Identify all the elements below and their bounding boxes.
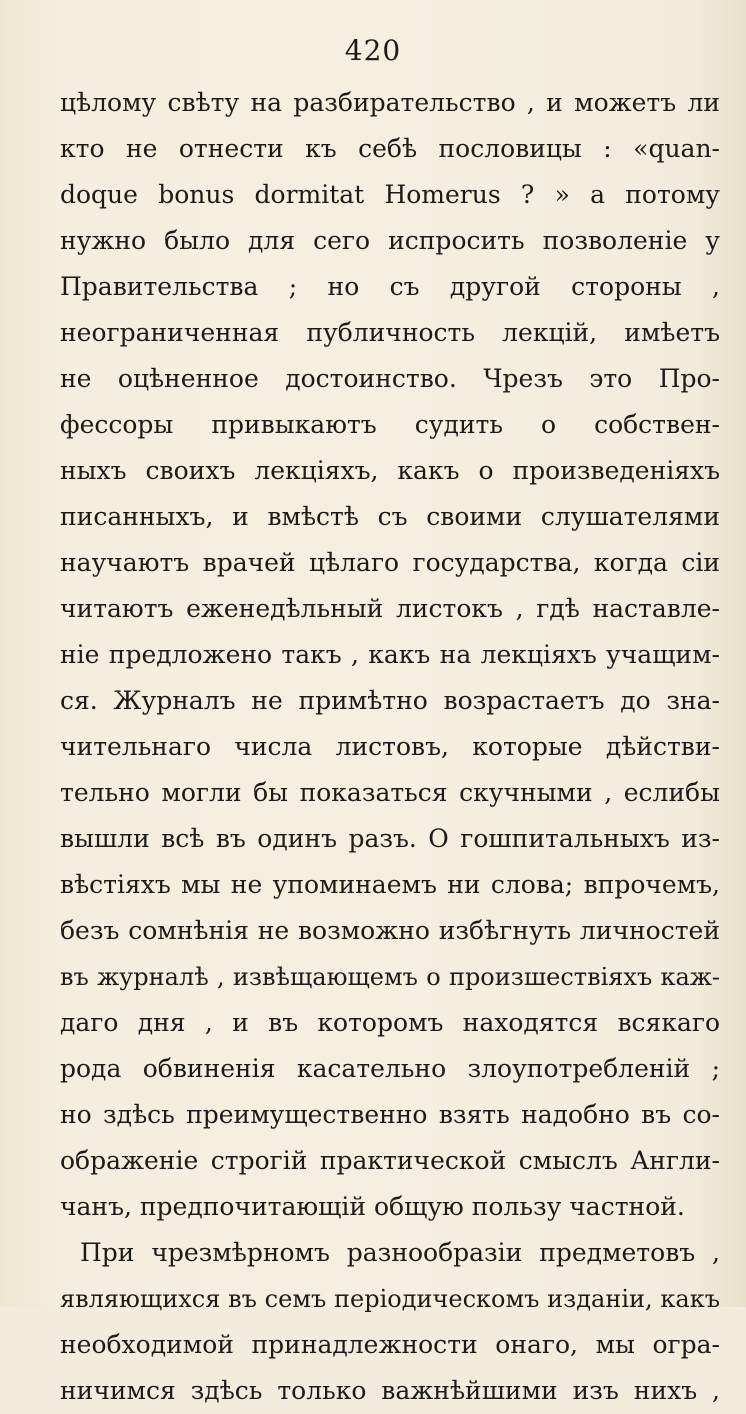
text-line: Правительства ; но съ другой стороны , (60, 272, 720, 301)
text-line: чанъ, предпочитающій общую пользу частной. (60, 1192, 685, 1221)
text-line: тельно могли бы показаться скучными , еслибы (60, 778, 720, 807)
text-line: даго дня , и въ которомъ находятся всякаго (60, 1008, 720, 1037)
text-line: цѣлому свѣту на разбирательство , и можетъ ли (60, 88, 720, 117)
text-line: ныхъ своихъ лекціяхъ, какъ о произведеніяхъ (60, 456, 720, 485)
text-line: ся. Журналъ не примѣтно возрастаетъ до зна- (60, 686, 720, 715)
body-text (60, 80, 720, 1414)
text-line: doque bonus dormitat Homerus ? » а потому (60, 180, 720, 209)
text-line: но здѣсь преимущественно взять надобно въ со- (60, 1100, 720, 1129)
text-line: вѣстіяхъ мы не упоминаемъ ни слова; впрочемъ, (60, 870, 720, 899)
text-line: ніе предложено такъ , какъ на лекціяхъ учащим- (60, 640, 720, 669)
text-line: не оцѣненное достоинство. Чрезъ это Про- (60, 364, 720, 393)
text-line: ображеніе строгій практической смыслъ Англи- (60, 1146, 720, 1175)
text-line: неограниченная публичность лекцій, имѣетъ (60, 318, 720, 347)
text-line: въ журналѣ , извѣщающемъ о произшествіяхъ каж- (60, 963, 720, 991)
text-line: кто не отнести къ себѣ пословицы : «quan- (60, 134, 720, 163)
text-line: фессоры привыкаютъ судить о собствен- (60, 410, 720, 439)
text-line: писанныхъ, и вмѣстѣ съ своими слушателями (60, 502, 720, 531)
text-line: рода обвиненія касательно злоупотребленій ; (60, 1054, 720, 1083)
text-line: чительнаго числа листовъ, которые дѣйстви- (60, 732, 720, 761)
text-line: являющихся въ семъ періодическомъ изданіи, какъ (60, 1285, 720, 1313)
text-line: При чрезмѣрномъ разнообразіи предметовъ , (80, 1238, 720, 1267)
text-line: читаютъ еженедѣльный листокъ , гдѣ наставле- (60, 594, 720, 623)
text-line: ничимся здѣсь только важнѣйшими изъ нихъ , (60, 1376, 720, 1405)
page-number: 420 (344, 34, 402, 67)
text-line: вышли всѣ въ одинъ разъ. О гошпитальныхъ из- (60, 824, 720, 853)
text-line: научаютъ врачей цѣлаго государства, когда сіи (60, 548, 720, 577)
text-line: нужно было для сего испросить позволеніе у (60, 226, 720, 255)
text-line: безъ сомнѣнія не возможно избѣгнуть личностей (60, 916, 720, 945)
text-line: необходимой принадлежности онаго, мы огра- (60, 1330, 720, 1359)
